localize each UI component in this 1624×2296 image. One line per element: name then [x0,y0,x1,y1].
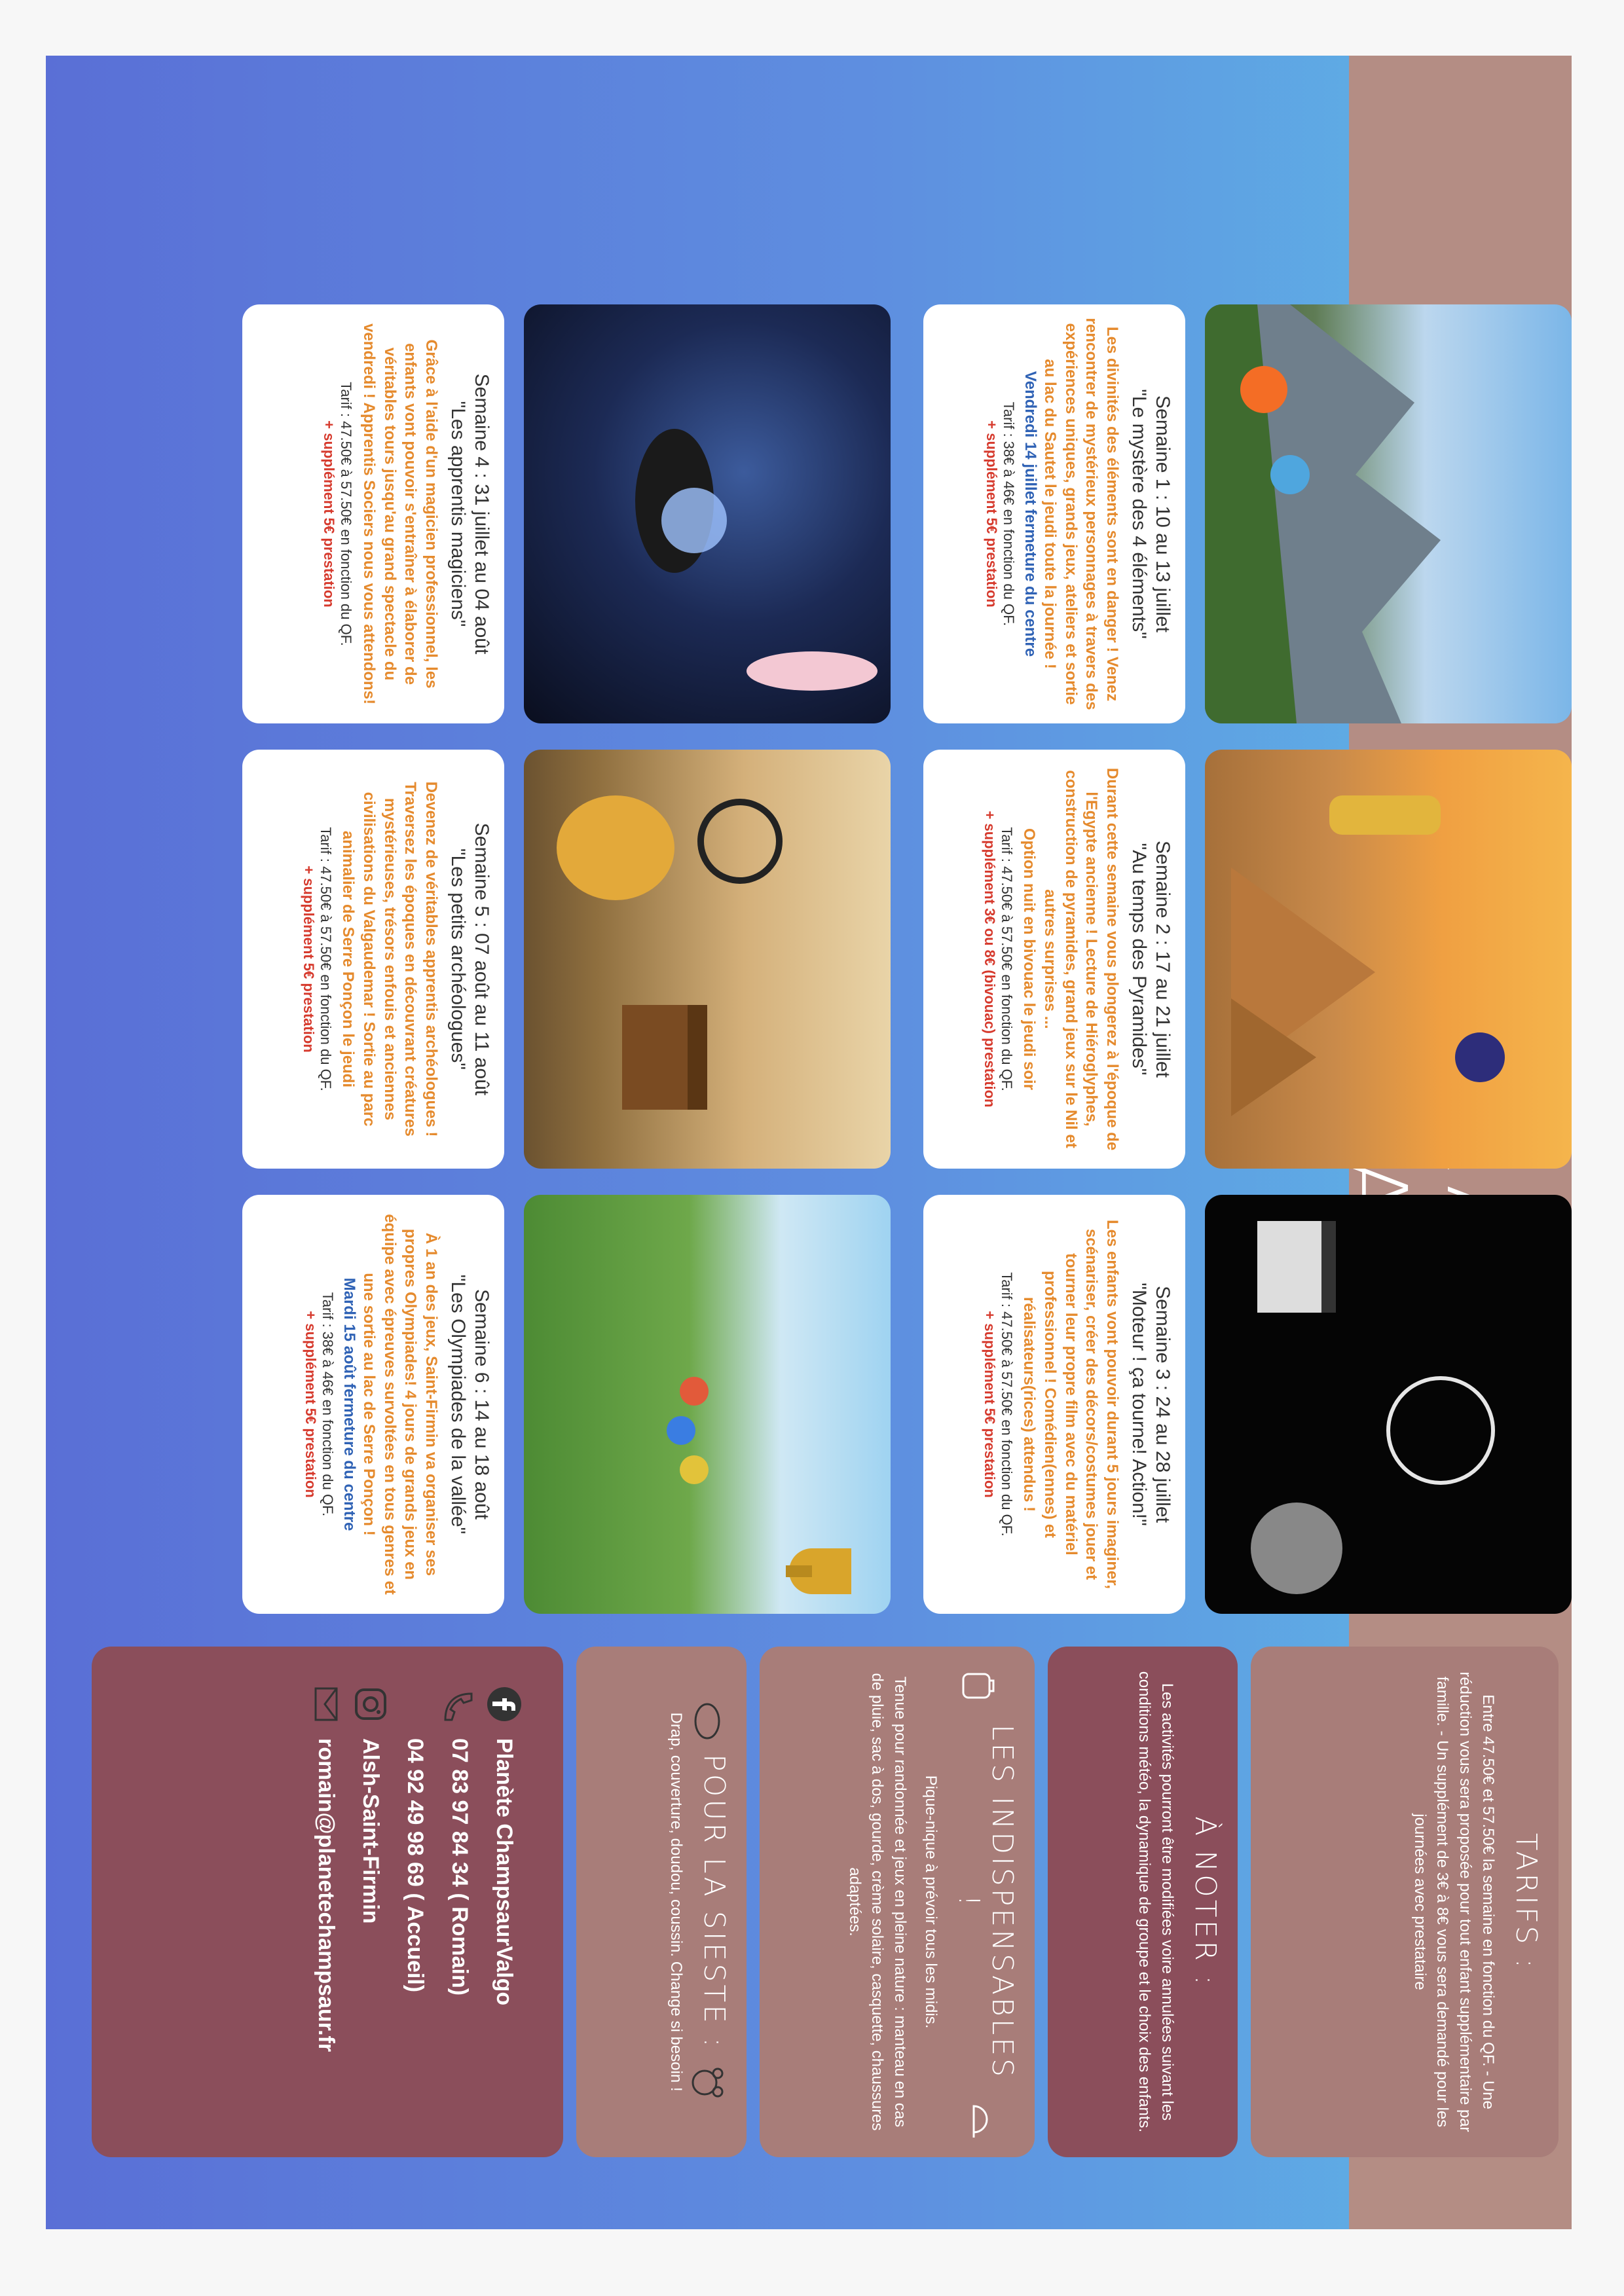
tarifs-title: TARIFS : [1509,1832,1543,1971]
week-card-6 [236,1195,891,1614]
tarifs-text: Entre 47.50€ et 57.50€ la semaine en fonction du QF. - Une réduction vous sera proposée pour tout enfant supplémentaire par famille. - Un supplément de 3€ à 8€ vous sera demandé pour les journées avec prestataire [1411,1671,1497,2132]
week5-info [242,750,504,1169]
week4-description: Grâce à l'aide d'un magicien professionnel, les enfants vont pouvoir s'entraîner à élaborer de véritables tours jusqu'au grand spectacle du vendredi ! Apprentis Sociers nous vous attendons! [360,323,440,704]
week6-description: À 1 an des jeux, Saint-Firmin va organiser ses propres Olympiades! 4 jours de grands jeux en équipe avec épreuves survoltées en tous genres et une sortie au lac de Serre Ponçon ! [360,1214,440,1595]
backpack-icon [961,1666,1000,1704]
week2-info [923,750,1185,1169]
week-card-3 [917,1195,1572,1614]
week6-theme: "Les Olympiades de la vallée" [447,1274,469,1535]
cap-icon [961,2100,1000,2138]
contact-panel [92,1647,563,2157]
contact-instagram [352,1686,389,2118]
week5-photo [524,750,891,1169]
sieste-panel [576,1647,747,2157]
week-card-5 [236,750,891,1169]
tarifs-panel [1251,1647,1559,2157]
email-address[interactable]: romain@planetechampsaur.fr [314,1738,339,2052]
week1-theme: "Le mystère des 4 éléments" [1128,389,1150,639]
week1-description: Les divinités des éléments sont en danger ! Venez rencontrer de mystérieux personnages à travers des expériences uniques, grands jeux, ateliers et sortie au lac du Sautet le jeudi toute la journée ! [1041,318,1121,710]
week6-highlight: Mardi 15 août fermeture du centre [341,1277,359,1531]
treasure-chest-icon [524,750,891,1169]
a-noter-panel [1048,1647,1238,2157]
week5-theme: "Les petits archéologues" [447,848,469,1070]
week5-supplement: + supplément 5€ prestation [300,866,317,1053]
magic-hat-icon [524,304,891,723]
week3-description: Les enfants vont pouvoir durant 5 jours imaginer, scénariser, créer des décors/costumes jouer et tourner leur propre film avec du matériel professionnel ! Comédien(ennes) et réalisateurs(rices) attendus ! [1020,1219,1121,1590]
week3-photo [1205,1195,1572,1614]
week2-photo [1205,750,1572,1169]
a-noter-title: À NOTER : [1189,1816,1222,1988]
week4-tarif: Tarif : 47.50€ à 57.50€ en fonction du QF. [338,382,355,646]
sieste-text: Drap, couverture, doudou, coussin. Change si besoin ! [667,1712,685,2092]
week3-title: Semaine 3 : 24 au 28 juillet [1152,1286,1173,1523]
film-camera-icon [1205,1195,1572,1614]
week5-description: Devenez de véritables apprentis archéologues ! Traversez les époques en découvrant créatures mystérieuses, trésors enfouis et anciennes civilisations du Valgaudemar ! Sortie au parc animalier de Serre Ponçon le jeudi [339,781,440,1137]
week3-theme: "Moteur ! ça tourne! Action!" [1128,1283,1150,1526]
contact-email [308,1686,344,2118]
week1-info [923,304,1185,723]
week6-info [242,1195,504,1614]
week2-description: Durant cette semaine vous plongerez à l'époque de l'Egypte ancienne ! Lecture de Hiéroglyphes, construction de pyramides, grand jeux sur le Nil et autres surprises ... [1041,767,1121,1151]
week1-supplement: + supplément 5€ prestation [984,420,1001,608]
week2-highlight: Option nuit en bivouac le jeudi soir [1020,828,1039,1091]
contact-phone-1 [441,1686,478,2118]
instagram-name[interactable]: Alsh-Saint-Firmin [358,1738,384,1924]
phone-accueil[interactable]: 04 92 49 98 69 ( Accueil) [403,1738,428,1993]
poster [46,56,1572,2229]
week6-supplement: + supplément 5€ prestation [303,1311,320,1498]
week1-highlight: Vendredi 14 juillet fermeture du centre [1022,371,1040,657]
week2-title: Semaine 2 : 17 au 21 juillet [1152,841,1173,1078]
facebook-icon [486,1686,523,1722]
teddy-bear-icon [690,2063,729,2102]
contact-phone-2 [397,1686,434,2118]
instagram-icon [352,1686,389,1722]
week1-tarif: Tarif : 38€ à 46€ en fonction du QF. [1001,401,1018,627]
week5-tarif: Tarif : 47.50€ à 57.50€ en fonction du QF. [317,827,334,1091]
week4-supplement: + supplément 5€ prestation [321,420,338,608]
week6-tarif: Tarif : 38€ à 46€ en fonction du QF. [320,1292,337,1517]
contact-facebook [486,1686,523,2118]
sieste-title: POUR LA SIESTE : [697,1754,731,2050]
week4-title: Semaine 4 : 31 juillet au 04 août [471,373,492,655]
indispensables-panel [760,1647,1035,2157]
indispensables-title: LES INDISPENSABLES ! [952,1724,1019,2080]
pyramid-icon [1205,750,1572,1169]
week4-theme: "Les apprentis magiciens" [447,401,469,627]
indispensables-line1: Pique-nique à prévoir tous les midis. [922,1775,940,2029]
week5-title: Semaine 5 : 07 août au 11 août [471,822,492,1096]
week2-tarif: Tarif : 47.50€ à 57.50€ en fonction du QF. [998,827,1015,1091]
week-card-4 [236,304,891,723]
pillow-icon [690,1702,729,1741]
phone-spacer [397,1686,434,1722]
a-noter-text: Les activités pourront être modifiées voire annulées suivant les conditions météo, la dynamique de groupe et le choix des enfants. [1135,1671,1176,2133]
week2-supplement: + supplément 3€ ou 8€ (bivouac) prestation [981,811,998,1108]
indispensables-line2: Tenue pour randonnée et jeux en pleine nature : manteau en cas de pluie, sac à dos, gourde, crème solaire, casquette, chaussures adaptées. [845,1673,910,2131]
week6-title: Semaine 6 : 14 au 18 août [471,1289,492,1520]
phone-romain[interactable]: 07 83 97 84 34 ( Romain) [447,1738,473,1996]
week1-photo [1205,304,1572,723]
week3-info [923,1195,1185,1614]
week3-tarif: Tarif : 47.50€ à 57.50€ en fonction du QF. [998,1272,1015,1537]
poster-rotated [46,56,1572,2229]
envelope-icon [308,1686,344,1722]
week4-photo [524,304,891,723]
week-card-1 [917,304,1572,723]
week3-supplement: + supplément 5€ prestation [981,1311,998,1498]
week2-theme: "Au temps des Pyramides" [1128,843,1150,1076]
week6-photo [524,1195,891,1614]
trophy-icon [524,1195,891,1614]
phone-icon [441,1686,478,1722]
week4-info [242,304,504,723]
mountain-icon [1205,304,1572,723]
week-card-2 [917,750,1572,1169]
facebook-name[interactable]: Planète ChampsaurValgo [492,1738,517,2006]
week1-title: Semaine 1 : 10 au 13 juillet [1152,395,1173,632]
